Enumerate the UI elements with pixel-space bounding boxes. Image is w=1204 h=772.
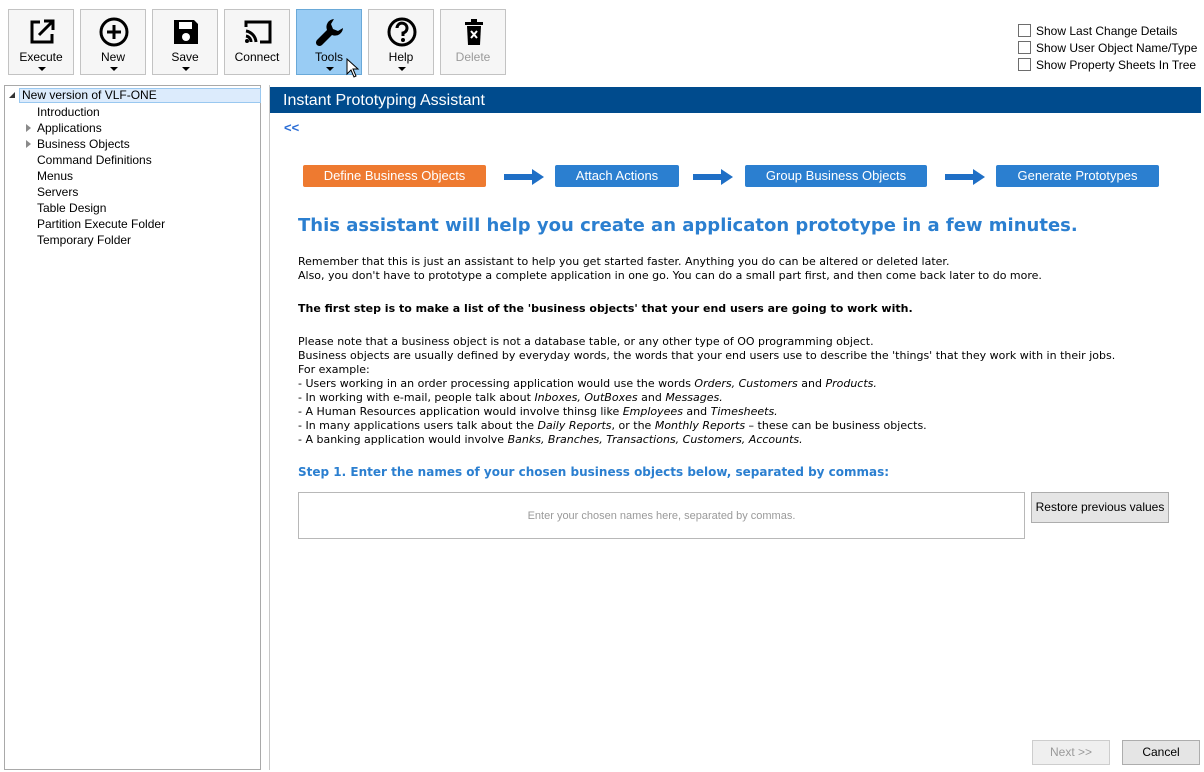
delete-label: Delete — [455, 50, 491, 64]
tree-item-applications[interactable]: Applications — [37, 121, 102, 135]
trash-icon — [458, 16, 490, 48]
floppy-disk-icon — [170, 16, 202, 48]
right-arrow-icon — [945, 169, 985, 185]
cast-icon — [242, 16, 274, 48]
execute-button[interactable] — [8, 9, 74, 75]
tree-item-introduction[interactable]: Introduction — [37, 105, 100, 119]
checkbox-box[interactable] — [1018, 41, 1031, 54]
show-property-sheets-label: Show Property Sheets In Tree — [1036, 57, 1197, 72]
example-line-4: - In many applications users talk about the Daily Reports, or the Monthly Reports – these can be business objects. — [298, 419, 927, 432]
step-attach-actions[interactable]: Attach Actions — [555, 165, 679, 187]
right-arrow-icon — [504, 169, 544, 185]
help-label: Help — [388, 50, 414, 64]
next-button[interactable]: Next >> — [1032, 740, 1110, 765]
business-object-names-input[interactable] — [298, 492, 1025, 539]
intro-line-2: Also, you don't have to prototype a complete application in one go. You can do a small part first, and then come back later to do more. — [298, 269, 1042, 282]
back-link[interactable]: << — [284, 120, 300, 135]
connect-button[interactable] — [224, 9, 290, 75]
tree-item-partition-execute-folder[interactable]: Partition Execute Folder — [37, 217, 166, 231]
tree-root-node[interactable]: New version of VLF-ONE — [19, 88, 261, 103]
chevron-down-icon[interactable] — [38, 67, 46, 71]
execute-label: Execute — [19, 50, 63, 64]
view-options — [1018, 22, 1197, 73]
checkbox-box[interactable] — [1018, 58, 1031, 71]
step-group-business-objects[interactable]: Group Business Objects — [745, 165, 927, 187]
wrench-icon — [314, 16, 346, 48]
cancel-button[interactable]: Cancel — [1122, 740, 1200, 765]
tree-item-table-design[interactable]: Table Design — [37, 201, 107, 215]
assistant-heading: This assistant will help you create an applicaton prototype in a few minutes. — [298, 215, 1078, 236]
project-tree — [4, 85, 261, 770]
assistant-pane — [269, 85, 1200, 770]
collapse-arrow-icon[interactable] — [9, 92, 15, 98]
chevron-down-icon[interactable] — [398, 67, 406, 71]
intro-line-1: Remember that this is just an assistant to help you get started faster. Anything you do can be altered or deleted later. — [298, 255, 950, 268]
save-button[interactable] — [152, 9, 218, 75]
assistant-title-bar — [270, 87, 1201, 113]
external-link-icon — [26, 16, 58, 48]
help-button[interactable] — [368, 9, 434, 75]
note-line-3: For example: — [298, 363, 370, 376]
step1-label: Step 1. Enter the names of your chosen business objects below, separated by commas: — [298, 465, 890, 479]
example-line-5: - A banking application would involve Banks, Branches, Transactions, Customers, Accounts. — [298, 433, 803, 446]
example-line-2: - In working with e-mail, people talk about Inboxes, OutBoxes and Messages. — [298, 391, 723, 404]
tree-item-command-definitions[interactable]: Command Definitions — [37, 153, 152, 167]
save-label: Save — [171, 50, 199, 64]
tree-item-temporary-folder[interactable]: Temporary Folder — [37, 233, 132, 247]
checkbox-box[interactable] — [1018, 24, 1031, 37]
show-property-sheets-checkbox[interactable] — [1018, 56, 1197, 73]
chevron-down-icon[interactable] — [110, 67, 118, 71]
question-circle-icon — [386, 16, 418, 48]
tools-label: Tools — [314, 50, 343, 64]
connect-label: Connect — [234, 50, 280, 64]
chevron-down-icon[interactable] — [326, 67, 334, 71]
show-user-object-checkbox[interactable] — [1018, 39, 1197, 56]
show-last-change-checkbox[interactable] — [1018, 22, 1197, 39]
show-user-object-label: Show User Object Name/Type — [1036, 40, 1198, 55]
expand-arrow-icon[interactable] — [26, 140, 31, 148]
new-label: New — [100, 50, 125, 64]
right-arrow-icon — [693, 169, 733, 185]
show-last-change-label: Show Last Change Details — [1036, 23, 1178, 38]
mouse-cursor-icon — [346, 58, 360, 78]
example-line-1: - Users working in an order processing application would use the words Orders, Customers and Products. — [298, 377, 877, 390]
step-generate-prototypes[interactable]: Generate Prototypes — [996, 165, 1159, 187]
note-line-2: Business objects are usually defined by everyday words, the words that your end users use to describe the 'things' that they work with in their jobs. — [298, 349, 1116, 362]
chevron-down-icon[interactable] — [182, 67, 190, 71]
example-line-3: - A Human Resources application would involve thinsg like Employees and Timesheets. — [298, 405, 778, 418]
tree-item-menus[interactable]: Menus — [37, 169, 74, 183]
names-placeholder: Enter your chosen names here, separated by commas. — [527, 510, 796, 522]
expand-arrow-icon[interactable] — [26, 124, 31, 132]
tree-item-servers[interactable]: Servers — [37, 185, 79, 199]
first-step-text: The first step is to make a list of the 'business objects' that your end users are going to work with. — [298, 302, 913, 315]
assistant-title: Instant Prototyping Assistant — [283, 92, 485, 109]
note-line-1: Please note that a business object is not a database table, or any other type of OO programming object. — [298, 335, 874, 348]
restore-previous-values-button[interactable]: Restore previous values — [1031, 492, 1169, 523]
delete-button[interactable] — [440, 9, 506, 75]
step-define-business-objects[interactable]: Define Business Objects — [303, 165, 486, 187]
new-button[interactable] — [80, 9, 146, 75]
tree-item-business-objects[interactable]: Business Objects — [37, 137, 130, 151]
plus-circle-icon — [98, 16, 130, 48]
toolbar — [0, 0, 1204, 84]
